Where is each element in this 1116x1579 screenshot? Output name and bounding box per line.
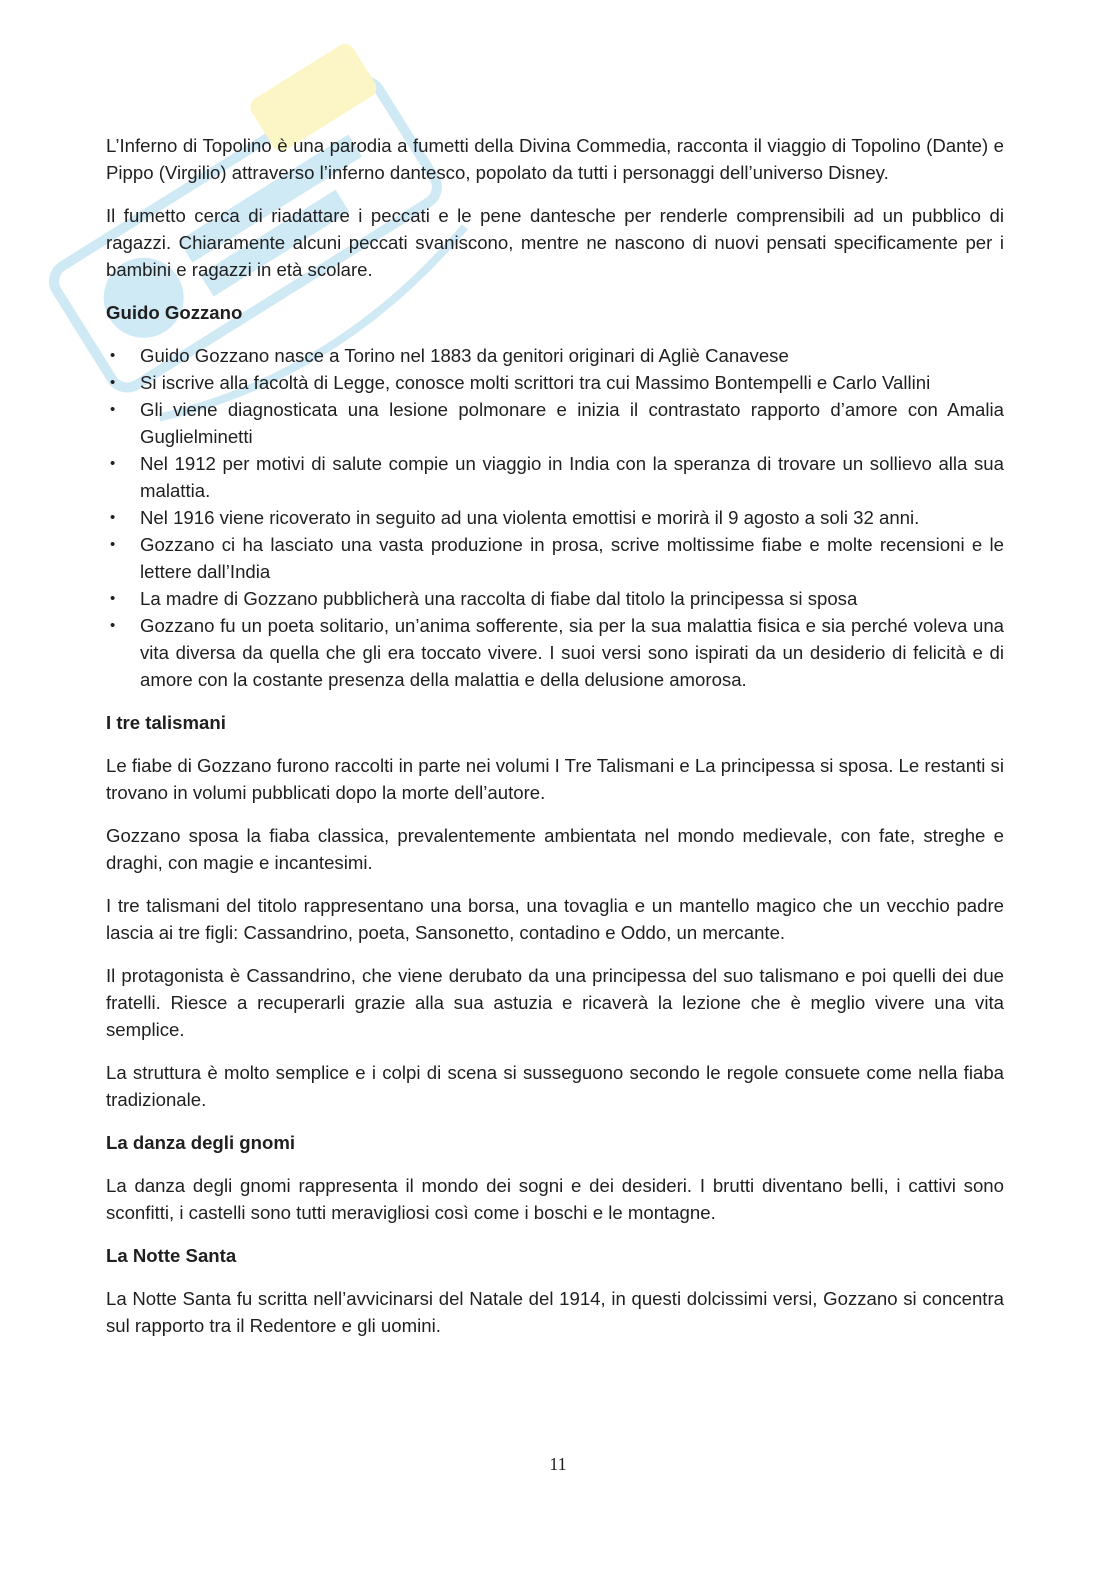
list-item: • Nel 1916 viene ricoverato in seguito ad una violenta emottisi e morirà il 9 agosto a soli 32 anni. bbox=[106, 504, 1004, 531]
list-item: • Si iscrive alla facoltà di Legge, conosce molti scrittori tra cui Massimo Bontempelli e Carlo Vallini bbox=[106, 369, 1004, 396]
bullet-icon: • bbox=[110, 509, 116, 526]
talismani-paragraph-2: Gozzano sposa la fiaba classica, prevalentemente ambientata nel mondo medievale, con fate, streghe e draghi, con magie e incantesimi. bbox=[106, 825, 1004, 873]
gozzano-bullet-list bbox=[106, 342, 1004, 693]
bullet-icon: • bbox=[110, 590, 116, 607]
bullet-icon: • bbox=[110, 374, 116, 391]
document-body bbox=[106, 132, 1004, 1355]
list-item: • Guido Gozzano nasce a Torino nel 1883 da genitori originari di Agliè Canavese bbox=[106, 342, 1004, 369]
list-item: • Gozzano ci ha lasciato una vasta produzione in prosa, scrive moltissime fiabe e molte recensioni e le lettere dall’India bbox=[106, 531, 1004, 585]
page-number: 11 bbox=[549, 1454, 567, 1474]
list-item: • La madre di Gozzano pubblicherà una raccolta di fiabe dal titolo la principessa si sposa bbox=[106, 585, 1004, 612]
talismani-paragraph-5: La struttura è molto semplice e i colpi di scena si susseguono secondo le regole consuete come nella fiaba tradizionale. bbox=[106, 1062, 1004, 1110]
bullet-icon: • bbox=[110, 617, 116, 634]
notte-paragraph: La Notte Santa fu scritta nell’avvicinarsi del Natale del 1914, in questi dolcissimi versi, Gozzano si concentra sul rapporto tra il Redentore e gli uomini. bbox=[106, 1288, 1004, 1336]
talismani-paragraph-3: I tre talismani del titolo rappresentano una borsa, una tovaglia e un mantello magico che un vecchio padre lascia ai tre figli: Cassandrino, poeta, Sansonetto, contadino e Oddo, un mercante. bbox=[106, 895, 1004, 943]
heading-guido-gozzano: Guido Gozzano bbox=[106, 302, 243, 323]
heading-danza-gnomi: La danza degli gnomi bbox=[106, 1132, 296, 1153]
intro-paragraph-1: L’Inferno di Topolino è una parodia a fumetti della Divina Commedia, racconta il viaggio di Topolino (Dante) e Pippo (Virgilio) attraverso l’inferno dantesco, popolato da tutti i personaggi dell’universo Disney. bbox=[106, 135, 1004, 183]
heading-tre-talismani: I tre talismani bbox=[106, 712, 226, 733]
gnomi-paragraph: La danza degli gnomi rappresenta il mondo dei sogni e dei desideri. I brutti diventano belli, i cattivi sono sconfitti, i castelli sono tutti meravigliosi così come i boschi e le montagne. bbox=[106, 1175, 1004, 1223]
bullet-icon: • bbox=[110, 401, 116, 418]
list-item: • Gozzano fu un poeta solitario, un’anima sofferente, sia per la sua malattia fisica e sia perché voleva una vita diversa da quella che gli era toccato vivere. I suoi versi sono ispirati da un desiderio di felicità e di amore con la costante presenza della malattia e della delusione amorosa. bbox=[106, 612, 1004, 693]
bullet-icon: • bbox=[110, 536, 116, 553]
list-item: • Gli viene diagnosticata una lesione polmonare e inizia il contrastato rapporto d’amore con Amalia Guglielminetti bbox=[106, 396, 1004, 450]
bullet-icon: • bbox=[110, 455, 116, 472]
heading-notte-santa: La Notte Santa bbox=[106, 1245, 237, 1266]
talismani-paragraph-4: Il protagonista è Cassandrino, che viene derubato da una principessa del suo talismano e poi quelli dei due fratelli. Riesce a recuperarli grazie alla sua astuzia e ricaverà la lezione che è meglio vivere una vita semplice. bbox=[106, 965, 1004, 1040]
list-item: • Nel 1912 per motivi di salute compie un viaggio in India con la speranza di trovare un sollievo alla sua malattia. bbox=[106, 450, 1004, 504]
talismani-paragraph-1: Le fiabe di Gozzano furono raccolti in parte nei volumi I Tre Talismani e La principessa si sposa. Le restanti si trovano in volumi pubblicati dopo la morte dell’autore. bbox=[106, 755, 1004, 803]
intro-paragraph-2: Il fumetto cerca di riadattare i peccati e le pene dantesche per renderle comprensibili ad un pubblico di ragazzi. Chiaramente alcuni peccati svaniscono, mentre ne nascono di nuovi pensati specificamente per i bambini e ragazzi in età scolare. bbox=[106, 205, 1004, 280]
bullet-icon: • bbox=[110, 347, 116, 364]
